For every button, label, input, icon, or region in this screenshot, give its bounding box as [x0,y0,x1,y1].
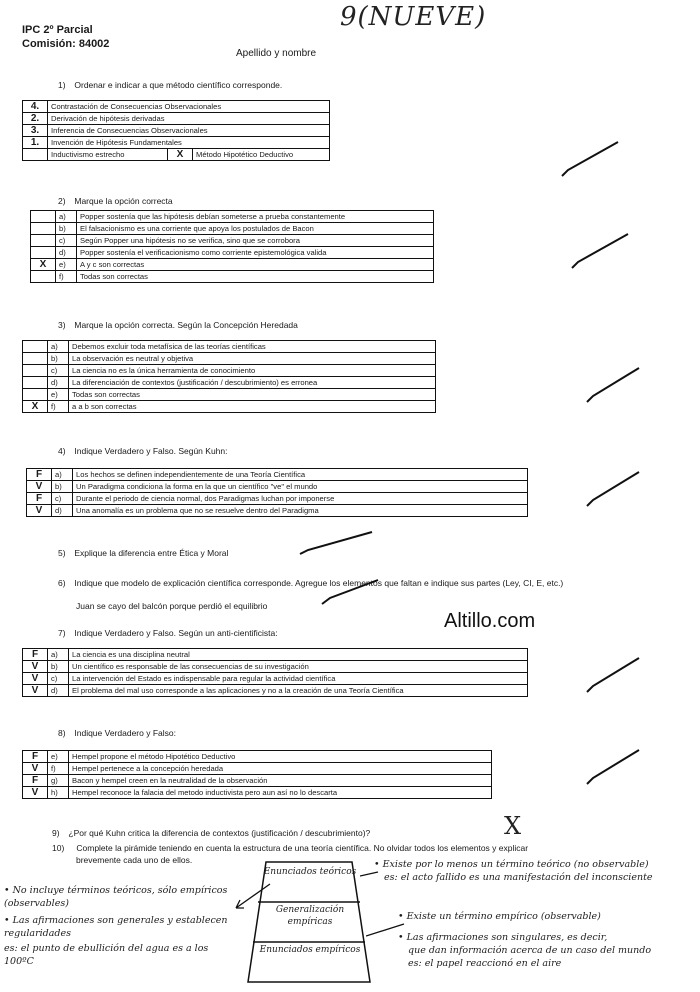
note-right-top [374,858,694,884]
note-line: • No incluye términos teóricos, sólo empíricos (observables) [4,885,228,909]
option-letter: b) [52,481,73,493]
option-letter: e) [56,259,77,271]
table-row [23,137,330,149]
answer-mark[interactable] [31,271,56,283]
pyramid-level-1: Enunciados teóricos [263,867,357,877]
question-number: 1) [58,80,66,90]
option-text: Debemos excluir toda metafísica de las teorías científicas [69,341,436,353]
table-row [31,247,434,259]
pyramid-level-3: Enunciados empíricos [259,945,361,955]
answer-mark[interactable]: V [23,685,48,697]
option-letter: b) [56,223,77,235]
option-text: Hempel reconoce la falacia del metodo inductivista pero aun así no lo descarta [69,787,492,799]
option-letter: d) [48,377,69,389]
q7-table [22,648,528,697]
answer-mark[interactable]: V [23,787,48,799]
answer-mark[interactable] [31,211,56,223]
note-line: que dan información acerca de un caso del mundo [408,945,652,956]
question-text: Ordenar e indicar a que método científico corresponde. [74,80,283,90]
question-text: Indique Verdadero y Falso. Según Kuhn: [74,446,228,456]
option-letter: c) [48,673,69,685]
method-label: Método Hipotético Deductivo [193,149,330,161]
table-row [23,389,436,401]
answer-mark[interactable]: F [23,649,48,661]
option-text: El problema del mal uso corresponde a las aplicaciones y no a la creación de una Teoría Científica [69,685,528,697]
question-text: ¿Por qué Kuhn critica la diferencia de contextos (justificación / descubrimiento)? [68,828,371,838]
question-number: 2) [58,196,66,206]
table-row [23,377,436,389]
answer-mark[interactable]: V [23,763,48,775]
question-number: 6) [58,578,66,588]
question-number: 5) [58,548,66,558]
question-text: Complete la pirámide teniendo en cuenta la estructura de una teoría científica. No olvidar todos los elementos y explicar [76,843,529,853]
table-row [23,401,436,413]
answer-mark[interactable] [23,149,48,161]
name-label: Apellido y nombre [236,48,317,59]
question-number: 10) [52,843,65,853]
option-letter: c) [48,365,69,377]
answer-mark[interactable]: V [27,505,52,517]
option-letter: a) [48,649,69,661]
option-text: Una anomalía es un problema que no se resuelve dentro del Paradigma [73,505,528,517]
table-row [23,751,492,763]
check-mark-icon [560,140,620,180]
pyramid-level-2: Generalización empíricas [275,905,345,927]
option-text: Durante el periodo de ciencia normal, dos Paradigmas luchan por imponerse [73,493,528,505]
answer-mark[interactable]: V [23,661,48,673]
option-text: a a b son correctas [69,401,436,413]
question-1 [58,80,282,90]
option-text: Un científico es responsable de las consecuencias de su investigación [69,661,528,673]
note-line: • Las afirmaciones son generales y establecen regularidades [4,915,228,939]
check-mark-icon [298,530,374,558]
question-text: Indique Verdadero y Falso. Según un anti-cientificista: [74,628,278,638]
answer-mark[interactable] [23,341,48,353]
table-row [31,223,434,235]
q2-table [30,210,434,283]
option-letter: e) [48,751,69,763]
question-10 [52,843,528,853]
option-letter: a) [52,469,73,481]
question-9 [52,828,370,838]
option-letter: d) [48,685,69,697]
question-2 [58,196,173,206]
check-mark-icon [585,748,641,788]
check-mark-icon [570,232,630,272]
option-letter: b) [48,661,69,673]
answer-mark[interactable]: 4. [23,101,48,113]
option-text: Los hechos se definen independientemente de una Teoría Científica [73,469,528,481]
option-text: Contrastación de Consecuencias Observacionales [48,101,330,113]
question-number: 3) [58,320,66,330]
note-line: es: el papel reaccionó en el aire [408,958,562,969]
option-letter: f) [48,401,69,413]
table-row [23,685,528,697]
answer-mark[interactable]: 3. [23,125,48,137]
table-row [23,125,330,137]
question-4 [58,446,227,456]
option-text: Invención de Hipótesis Fundamentales [48,137,330,149]
option-text: La ciencia es una disciplina neutral [69,649,528,661]
option-text: Según Popper una hipótesis no se verifica, sino que se corrobora [77,235,434,247]
option-letter: d) [52,505,73,517]
check-mark-icon [585,470,641,510]
option-letter: h) [48,787,69,799]
note-line: es: el acto fallido es una manifestación del inconsciente [384,872,653,883]
option-text: Inductivismo estrecho [48,149,168,161]
question-number: 4) [58,446,66,456]
arrow-left-icon [232,880,272,920]
option-text: La intervención del Estado es indispensable para regular la actividad científica [69,673,528,685]
answer-mark[interactable]: F [27,469,52,481]
option-text: Todas son correctas [77,271,434,283]
table-row [23,673,528,685]
q9-wrong-mark: X [504,812,522,840]
q8-table [22,750,492,799]
table-row [23,763,492,775]
note-line: es: el punto de ebullición del agua es a los 100ºC [4,943,209,967]
table-row [27,493,528,505]
question-text: Indique que modelo de explicación científica corresponde. Agregue los elementos que faltan e indique sus partes (Ley, CI, E, etc.) [74,578,564,588]
question-text: Indique Verdadero y Falso: [74,728,176,738]
table-row [23,341,436,353]
check-mark-icon [585,656,641,696]
answer-mark[interactable] [31,247,56,259]
answer-mark[interactable] [31,223,56,235]
table-row [27,505,528,517]
method-checkbox[interactable]: X [168,149,193,161]
option-text: La diferenciación de contextos (justificación / descubrimiento) es erronea [69,377,436,389]
check-mark-icon [320,578,380,608]
option-text: La ciencia no es la única herramienta de conocimiento [69,365,436,377]
answer-mark[interactable] [31,235,56,247]
option-letter: c) [52,493,73,505]
note-right-bottom [398,910,694,970]
answer-mark[interactable]: F [23,775,48,787]
table-row [23,113,330,125]
table-row [23,365,436,377]
table-row [23,101,330,113]
answer-mark[interactable]: V [23,673,48,685]
question-number: 9) [52,828,60,838]
option-text: Hempel propone el método Hipotético Deductivo [69,751,492,763]
option-letter: a) [56,211,77,223]
check-mark-icon [585,366,641,406]
q1-table [22,100,330,161]
question-text: Explique la diferencia entre Ética y Moral [74,548,229,558]
option-text: Inferencia de Consecuencias Observacionales [48,125,330,137]
note-line: • Existe por lo menos un término teórico (no observable) [374,859,649,870]
table-row [23,353,436,365]
answer-mark[interactable]: X [31,259,56,271]
note-line: • Existe un término empírico (observable) [398,911,601,922]
option-text: Derivación de hipótesis derivadas [48,113,330,125]
question-number: 8) [58,728,66,738]
answer-mark[interactable] [23,365,48,377]
option-letter: b) [48,353,69,365]
watermark: Altillo.com [444,610,536,632]
question-text: Marque la opción correcta. Según la Concepción Heredada [74,320,298,330]
option-letter: g) [48,775,69,787]
answer-mark[interactable]: F [23,751,48,763]
commission-label: Comisión: 84002 [22,38,110,50]
question-8 [58,728,176,738]
table-row [23,649,528,661]
answer-mark[interactable]: 2. [23,113,48,125]
q4-table [26,468,528,517]
grade-handwritten: 9(NUEVE) [340,2,487,32]
q3-table [22,340,436,413]
answer-mark[interactable]: F [27,493,52,505]
table-row [31,235,434,247]
option-text: Popper sostenía que las hipótesis debían someterse a prueba constantemente [77,211,434,223]
option-text: La observación es neutral y objetiva [69,353,436,365]
table-row [23,149,330,161]
option-letter: f) [56,271,77,283]
option-text: Bacon y hempel creen en la neutralidad de la observación [69,775,492,787]
answer-mark[interactable] [23,353,48,365]
table-row [31,271,434,283]
answer-mark[interactable] [23,389,48,401]
option-text: Popper sostenía el verificacionismo como corriente epistemológica valida [77,247,434,259]
option-letter: d) [56,247,77,259]
table-row [31,259,434,271]
table-row [23,775,492,787]
question-3 [58,320,298,330]
table-row [23,787,492,799]
question-text: Marque la opción correcta [74,196,173,206]
option-letter: a) [48,341,69,353]
option-text: Un Paradigma condiciona la forma en la que un científico "ve" el mundo [73,481,528,493]
note-line: • Las afirmaciones son singulares, es decir, [398,932,608,943]
q6-example: Juan se cayo del balcón porque perdió el equilibrio [76,601,268,611]
option-letter: f) [48,763,69,775]
note-left [4,884,230,968]
option-text: Todas son correctas [69,389,436,401]
table-row [31,211,434,223]
option-text: Hempel pertenece a la concepción heredada [69,763,492,775]
question-5 [58,548,228,558]
option-letter: c) [56,235,77,247]
answer-mark[interactable]: X [23,401,48,413]
table-row [23,661,528,673]
question-number: 7) [58,628,66,638]
option-letter: e) [48,389,69,401]
answer-mark[interactable]: 1. [23,137,48,149]
answer-mark[interactable] [23,377,48,389]
option-text: El falsacionismo es una corriente que apoya los postulados de Bacon [77,223,434,235]
question-10-line2: brevemente cada uno de ellos. [76,855,193,865]
course-title: IPC 2º Parcial [22,24,93,36]
table-row [27,481,528,493]
answer-mark[interactable]: V [27,481,52,493]
option-text: A y c son correctas [77,259,434,271]
question-6 [58,578,563,588]
question-7 [58,628,278,638]
table-row [27,469,528,481]
